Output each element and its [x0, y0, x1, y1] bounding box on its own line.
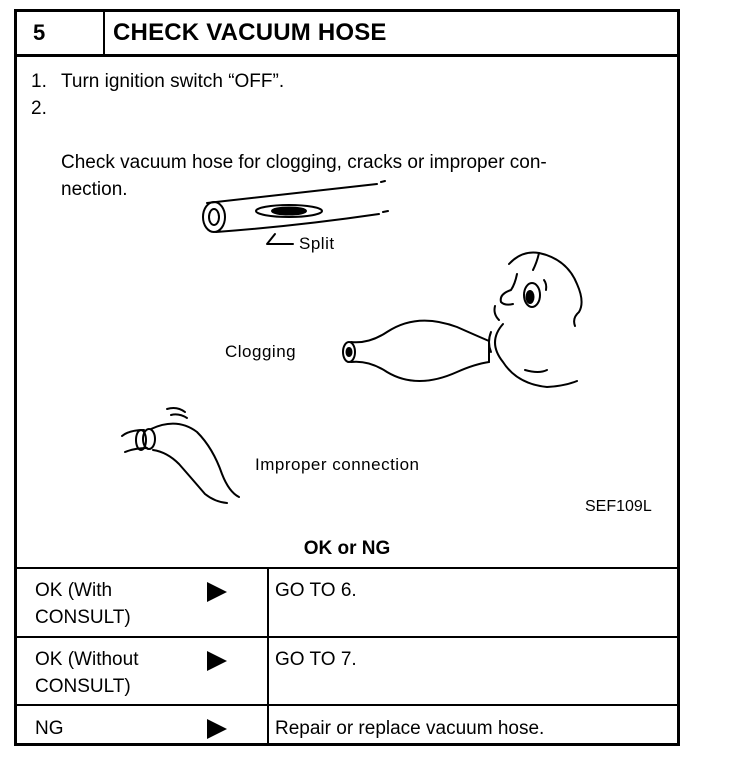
arrow-right-icon [207, 719, 227, 739]
clogging-label: Clogging [225, 342, 297, 361]
divider [17, 636, 677, 638]
face-drawing [489, 252, 582, 387]
vacuum-hose-illustration [17, 12, 677, 532]
result-action: GO TO 7. [275, 649, 357, 670]
split-label: Split [299, 234, 335, 253]
diagnostic-step-box [14, 9, 680, 746]
split-hose-drawing [203, 181, 388, 244]
result-action: GO TO 6. [275, 580, 357, 601]
improper-connection-label: Improper connection [255, 455, 420, 474]
result-heading: OK or NG [303, 538, 391, 559]
figure-id: SEF109L [585, 498, 652, 515]
instruction-text: Check vacuum hose for clogging, cracks or improper con- nection. [61, 152, 547, 200]
column-divider [267, 568, 269, 746]
result-action: Repair or replace vacuum hose. [275, 718, 545, 739]
instruction-number: 2. [31, 98, 47, 119]
step-title: CHECK VACUUM HOSE [113, 19, 387, 46]
instruction-text: Turn ignition switch “OFF”. [61, 71, 285, 92]
clogging-bulb-drawing [343, 321, 489, 381]
instruction-number: 1. [31, 71, 47, 92]
result-condition: OK (Without CONSULT) [35, 649, 139, 697]
arrow-right-icon [207, 582, 227, 602]
improper-connection-drawing [122, 408, 239, 503]
result-condition: NG [35, 718, 64, 739]
step-number: 5 [17, 12, 105, 54]
result-condition: OK (With CONSULT) [35, 580, 131, 628]
arrow-right-icon [207, 651, 227, 671]
divider [17, 567, 677, 569]
divider [17, 704, 677, 706]
